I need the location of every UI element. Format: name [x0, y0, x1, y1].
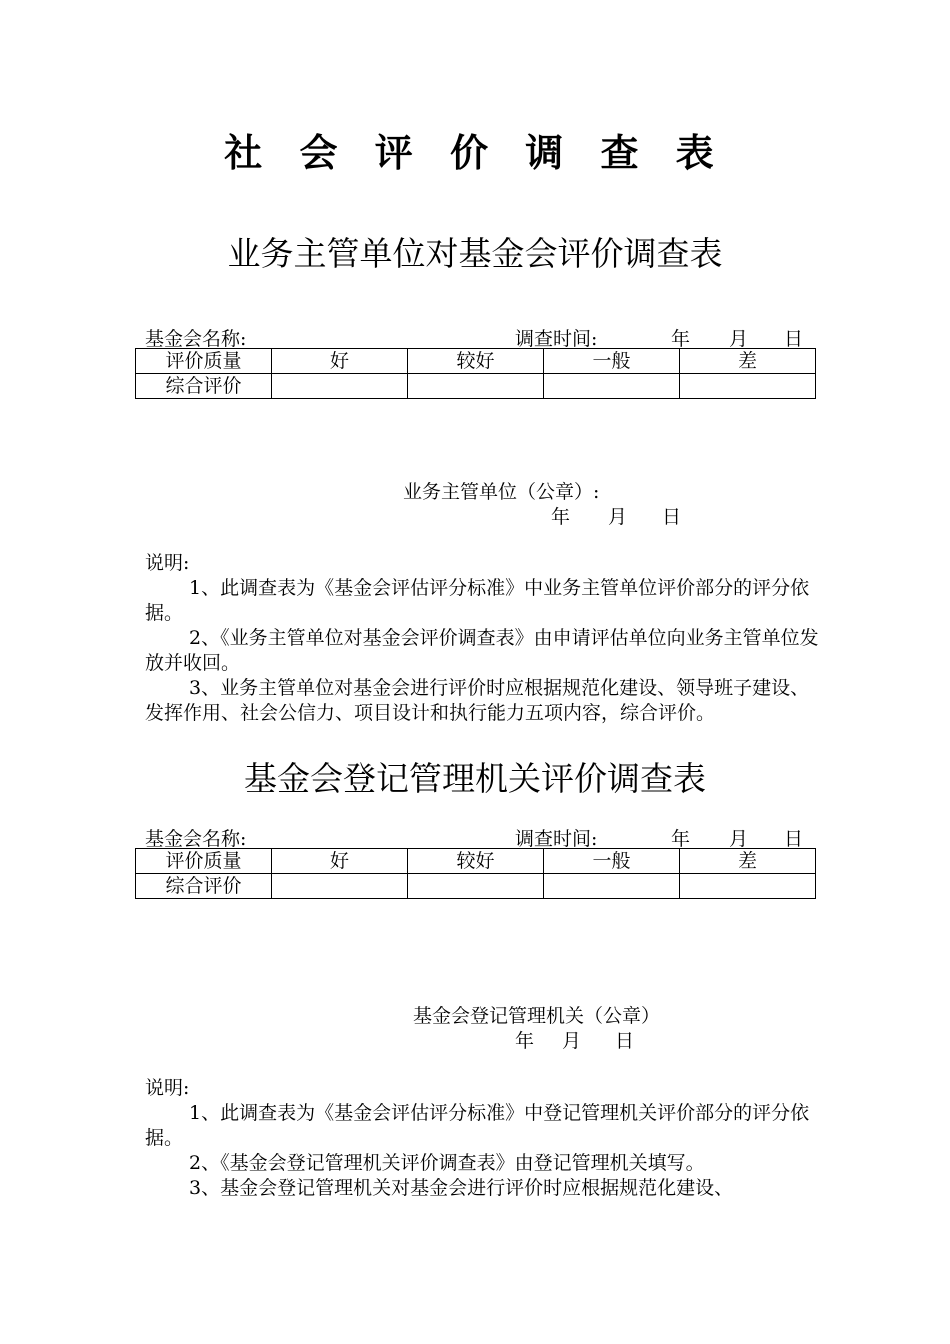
rating-cell-good[interactable] [272, 374, 408, 399]
rating-cell-poor[interactable] [680, 874, 816, 899]
section2-date-year: 年 [671, 828, 691, 850]
section1-seal-month: 月 [608, 506, 628, 528]
note-item: 1、此调查表为《基金会评估评分标准》中登记管理机关评价部分的评分依据。 [145, 1102, 810, 1149]
table-row [136, 374, 816, 399]
table-header-row [136, 349, 816, 374]
section1-date-month: 月 [729, 328, 749, 350]
rating-cell-average[interactable] [544, 874, 680, 899]
section1-date-day: 日 [784, 328, 804, 350]
section2-date-month: 月 [729, 828, 749, 850]
note-item: 2、《基金会登记管理机关评价调查表》由登记管理机关填写。 [189, 1152, 705, 1174]
note-item: 2、《业务主管单位对基金会评价调查表》由申请评估单位向业务主管单位发放并收回。 [145, 627, 819, 674]
section2-heading: 基金会登记管理机关评价调查表 [244, 759, 706, 798]
note-item: 3、业务主管单位对基金会进行评价时应根据规范化建设、领导班子建设、发挥作用、社会公信力、项目设计和执行能力五项内容，综合评价。 [145, 677, 810, 724]
section2-evaluation-table [135, 848, 816, 899]
section1-seal-day: 日 [662, 506, 682, 528]
rating-cell-poor[interactable] [680, 374, 816, 399]
section1-evaluation-table [135, 348, 816, 399]
table-header-cell: 好 [272, 349, 408, 374]
section2-seal-label: 基金会登记管理机关（公章） [413, 1005, 661, 1027]
table-header-cell: 评价质量 [136, 849, 272, 874]
section1-date-year: 年 [671, 328, 691, 350]
table-header-cell: 评价质量 [136, 349, 272, 374]
notes-title: 说明: [145, 552, 190, 574]
table-header-cell: 差 [680, 349, 816, 374]
table-header-cell: 较好 [408, 849, 544, 874]
table-header-row [136, 849, 816, 874]
page-title: 社 会 评 价 调 查 表 [224, 131, 726, 175]
section1-notes [145, 551, 825, 726]
table-row-label: 综合评价 [136, 374, 272, 399]
section1-time-label: 调查时间: [515, 328, 598, 350]
table-header-cell: 差 [680, 849, 816, 874]
section2-date-day: 日 [784, 828, 804, 850]
section2-seal-day: 日 [615, 1030, 635, 1052]
note-item: 1、此调查表为《基金会评估评分标准》中业务主管单位评价部分的评分依据。 [145, 577, 810, 624]
table-header-cell: 一般 [544, 349, 680, 374]
section1-heading: 业务主管单位对基金会评价调查表 [227, 234, 723, 273]
section1-seal-label: 业务主管单位（公章）: [403, 481, 600, 503]
section2-time-label: 调查时间: [515, 828, 598, 850]
table-row-label: 综合评价 [136, 874, 272, 899]
section2-seal-year: 年 [515, 1030, 535, 1052]
notes-title: 说明: [145, 1077, 190, 1099]
table-header-cell: 一般 [544, 849, 680, 874]
table-row [136, 874, 816, 899]
section1-name-label: 基金会名称: [145, 328, 247, 350]
section2-seal-month: 月 [562, 1030, 582, 1052]
section1-seal-year: 年 [551, 506, 571, 528]
note-item: 3、基金会登记管理机关对基金会进行评价时应根据规范化建设、 [189, 1177, 734, 1199]
table-header-cell: 较好 [408, 349, 544, 374]
section2-notes [145, 1076, 825, 1201]
rating-cell-good[interactable] [272, 874, 408, 899]
table-header-cell: 好 [272, 849, 408, 874]
rating-cell-fairly-good[interactable] [408, 874, 544, 899]
section2-name-label: 基金会名称: [145, 828, 247, 850]
rating-cell-fairly-good[interactable] [408, 374, 544, 399]
rating-cell-average[interactable] [544, 374, 680, 399]
